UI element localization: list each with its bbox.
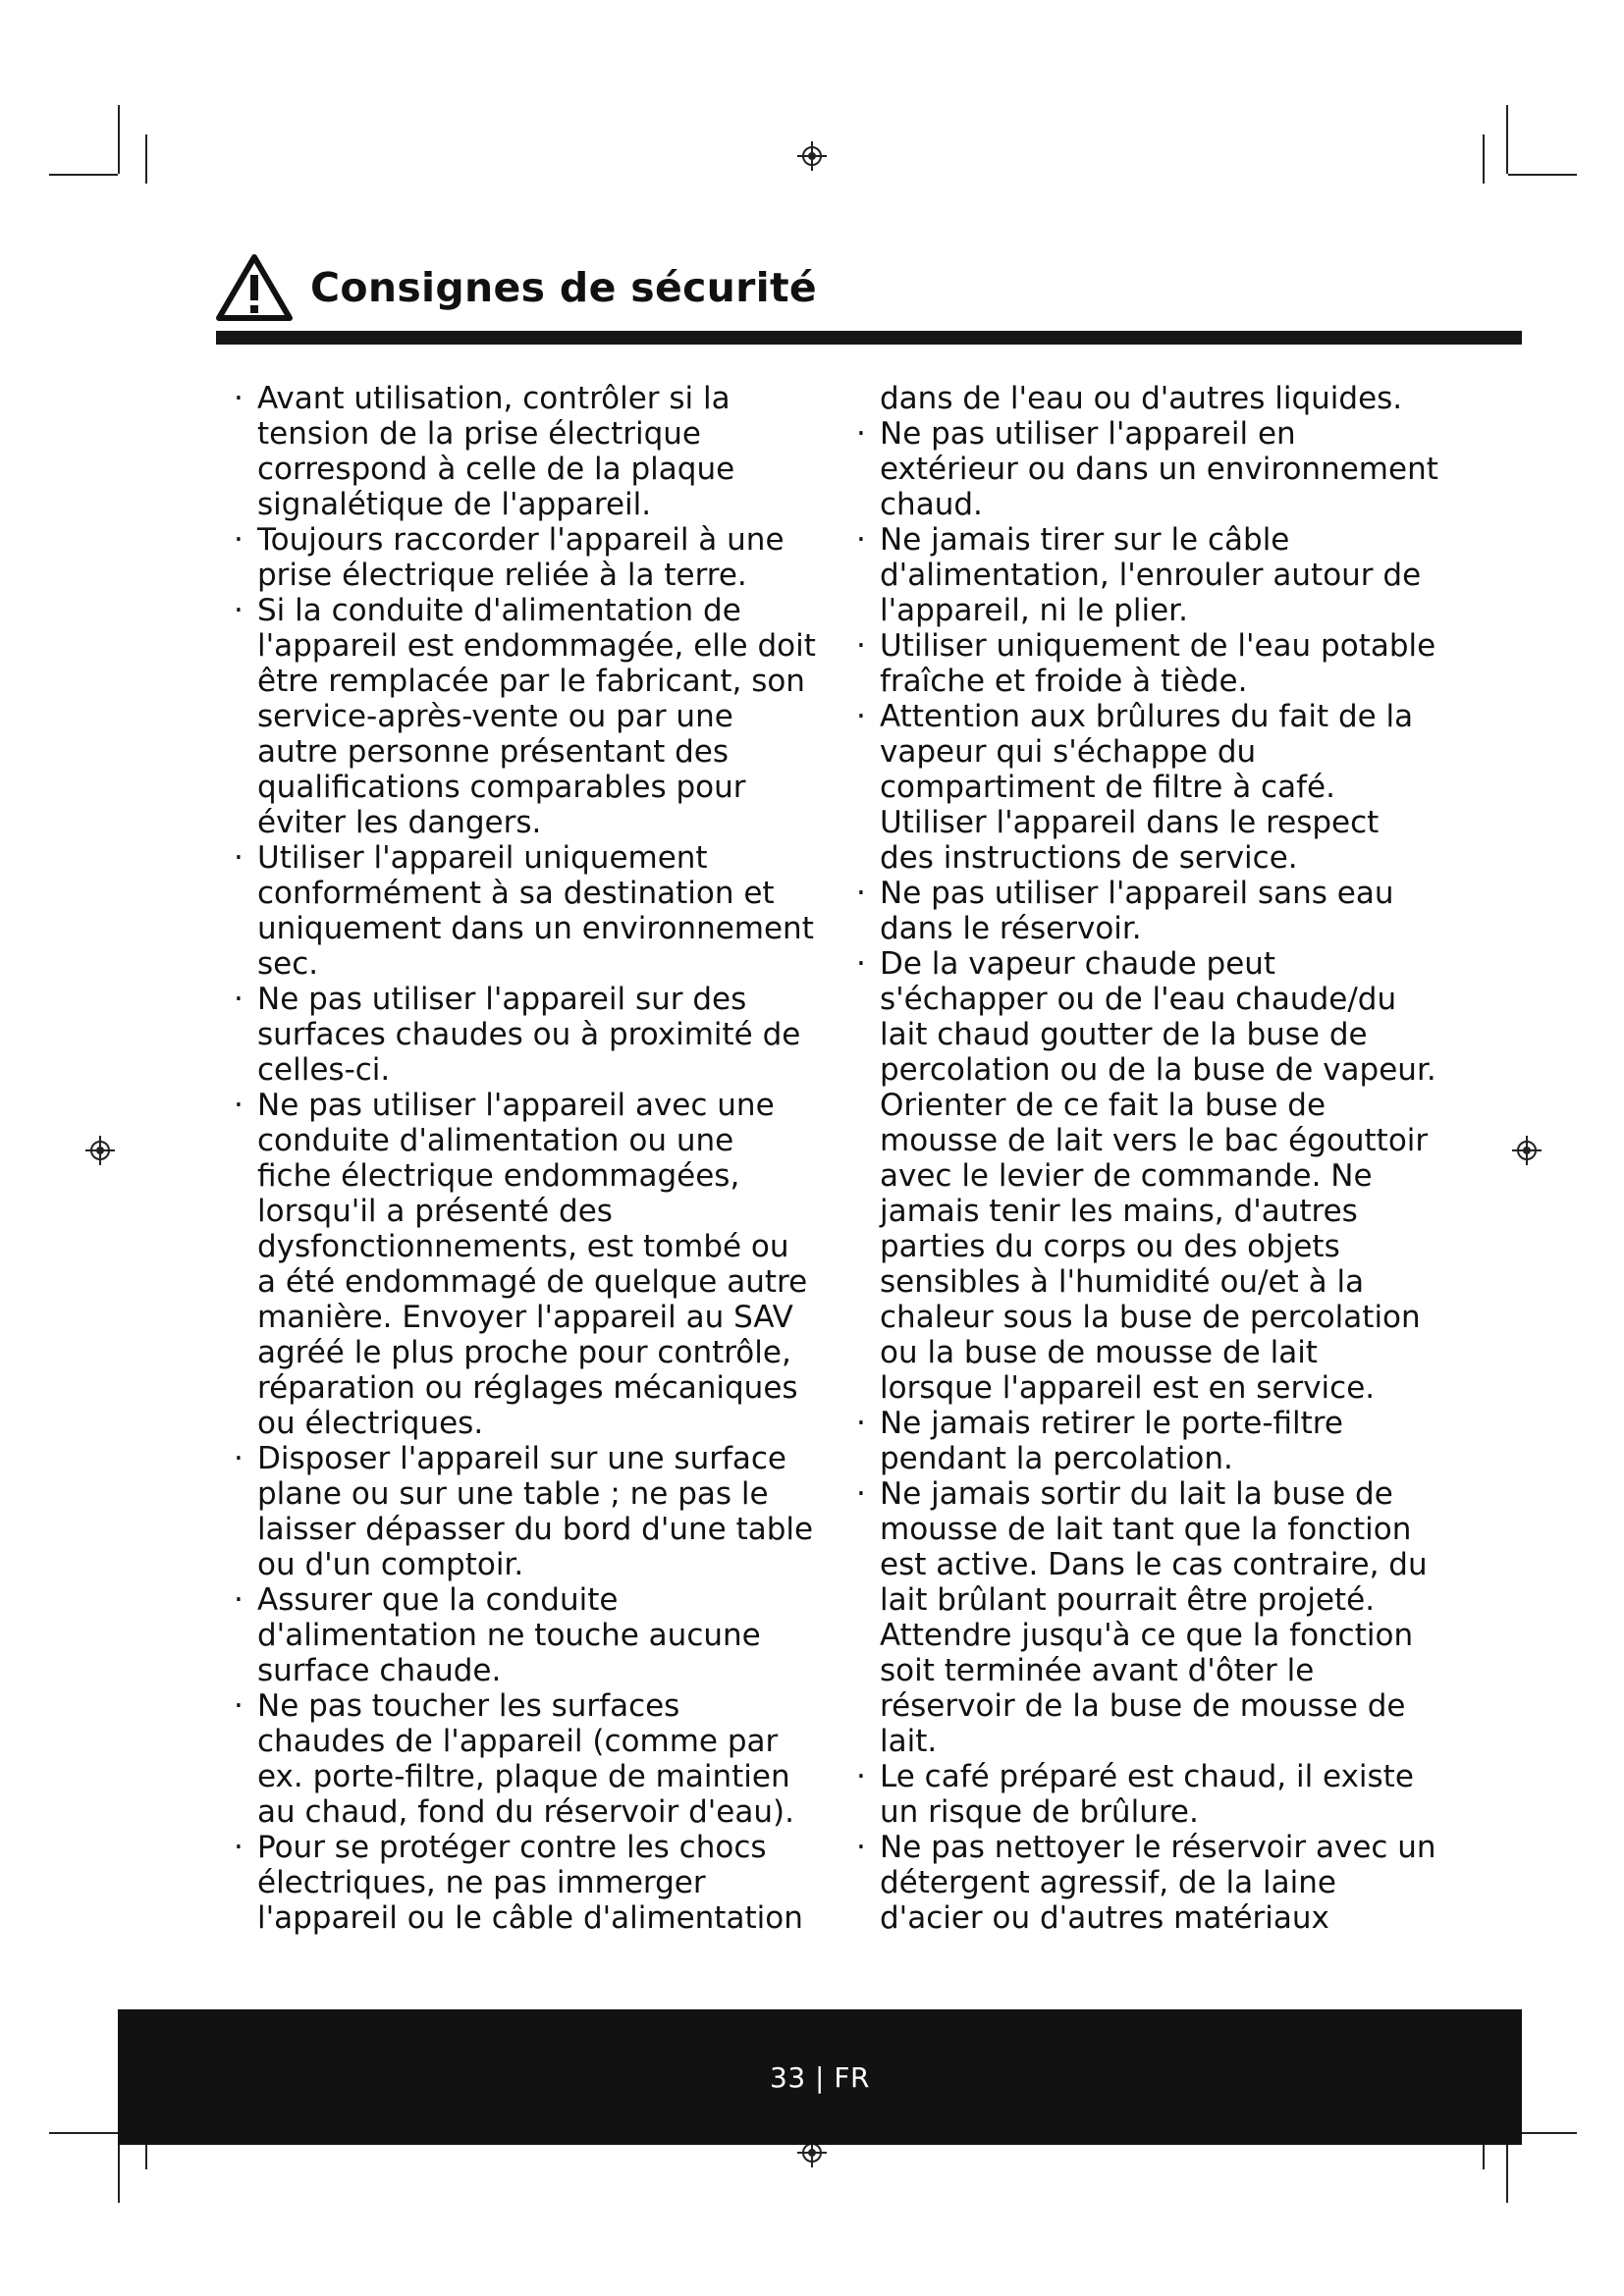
registration-mark-icon — [1512, 1136, 1542, 1165]
footer-band — [118, 2009, 1522, 2145]
crop-mark — [118, 105, 120, 174]
header-rule — [216, 331, 1522, 345]
safety-item: · Utiliser l'appareil uniquement conformément à sa destination et uniquement dans un environnement sec. — [228, 840, 817, 982]
warning-triangle-icon — [216, 253, 293, 322]
section-header — [216, 253, 817, 322]
safety-item: · Assurer que la conduite d'alimentation ne touche aucune surface chaude. — [228, 1582, 817, 1688]
crop-mark — [145, 134, 147, 184]
right-column — [850, 381, 1439, 1936]
safety-item: · Ne pas utiliser l'appareil sur des surfaces chaudes ou à proximité de celles-ci. — [228, 982, 817, 1088]
safety-item: · Le café préparé est chaud, il existe un risque de brûlure. — [850, 1759, 1439, 1830]
safety-list-left — [228, 381, 817, 1936]
safety-list-right — [850, 381, 1439, 1936]
safety-item: · Attention aux brûlures du fait de la vapeur qui s'échappe du compartiment de filtre à café. Utiliser l'appareil dans le respect des instructions de service. — [850, 699, 1439, 876]
safety-item: · Utiliser uniquement de l'eau potable fraîche et froide à tiède. — [850, 628, 1439, 699]
safety-item: · Ne pas nettoyer le réservoir avec un détergent agressif, de la laine d'acier ou d'autres matériaux — [850, 1830, 1439, 1936]
page-title: Consignes de sécurité — [310, 264, 818, 311]
left-column — [228, 381, 817, 1936]
crop-mark — [1483, 134, 1485, 184]
page-number: 33 | FR — [770, 2060, 870, 2094]
crop-mark — [1508, 174, 1577, 176]
safety-item: dans de l'eau ou d'autres liquides. — [880, 381, 1403, 416]
safety-item: · Disposer l'appareil sur une surface plane ou sur une table ; ne pas le laisser dépasser du bord d'une table ou d'un comptoir. — [228, 1441, 817, 1582]
safety-item: · Ne jamais sortir du lait la buse de mousse de lait tant que la fonction est active. Dans le cas contraire, du lait brûlant pourrait être projeté. Attendre jusqu'à ce que la fonction soit terminée avant d'ôter le réservoir de la buse de mousse de lait. — [850, 1476, 1439, 1759]
safety-item: · De la vapeur chaude peut s'échapper ou de l'eau chaude/du lait chaud goutter de la buse de percolation ou de la buse de vapeur. Orienter de ce fait la buse de mousse de lait vers le bac égouttoir avec le levier de commande. Ne jamais tenir les mains, d'autres parties du corps ou des objets sensibles à l'humidité ou/et à la chaleur sous la buse de percolation ou la buse de mousse de lait lorsque l'appareil est en service. — [850, 946, 1439, 1406]
safety-item: · Ne pas utiliser l'appareil avec une conduite d'alimentation ou une fiche électrique endommagées, lorsqu'il a présenté des dysfonctionnements, est tombé ou a été endommagé de quelque autre manière. Envoyer l'appareil au SAV agréé le plus proche pour contrôle, réparation ou réglages mécaniques ou électriques. — [228, 1088, 817, 1441]
registration-mark-icon — [85, 1136, 115, 1165]
crop-mark — [49, 174, 118, 176]
crop-mark — [49, 2132, 118, 2134]
registration-mark-icon — [797, 141, 827, 171]
safety-item: · Ne pas utiliser l'appareil en extérieur ou dans un environnement chaud. — [850, 416, 1439, 522]
safety-item: · Ne pas toucher les surfaces chaudes de l'appareil (comme par ex. porte-filtre, plaque de maintien au chaud, fond du réservoir d'eau). — [228, 1688, 817, 1830]
safety-item: · Si la conduite d'alimentation de l'appareil est endommagée, elle doit être remplacée par le fabricant, son service-après-vente ou par une autre personne présentant des qualifications comparables pour éviter les dangers. — [228, 593, 817, 840]
safety-item: · Avant utilisation, contrôler si la tension de la prise électrique correspond à celle de la plaque signalétique de l'appareil. — [228, 381, 817, 522]
safety-item: · Ne jamais retirer le porte-filtre pendant la percolation. — [850, 1406, 1439, 1476]
safety-item: · Pour se protéger contre les chocs électriques, ne pas immerger l'appareil ou le câble d'alimentation — [228, 1830, 817, 1936]
safety-item: · Ne pas utiliser l'appareil sans eau dans le réservoir. — [850, 876, 1439, 946]
safety-item: · Ne jamais tirer sur le câble d'alimentation, l'enrouler autour de l'appareil, ni le plier. — [850, 522, 1439, 628]
safety-item: · Toujours raccorder l'appareil à une prise électrique reliée à la terre. — [228, 522, 817, 593]
crop-mark — [1506, 105, 1508, 174]
